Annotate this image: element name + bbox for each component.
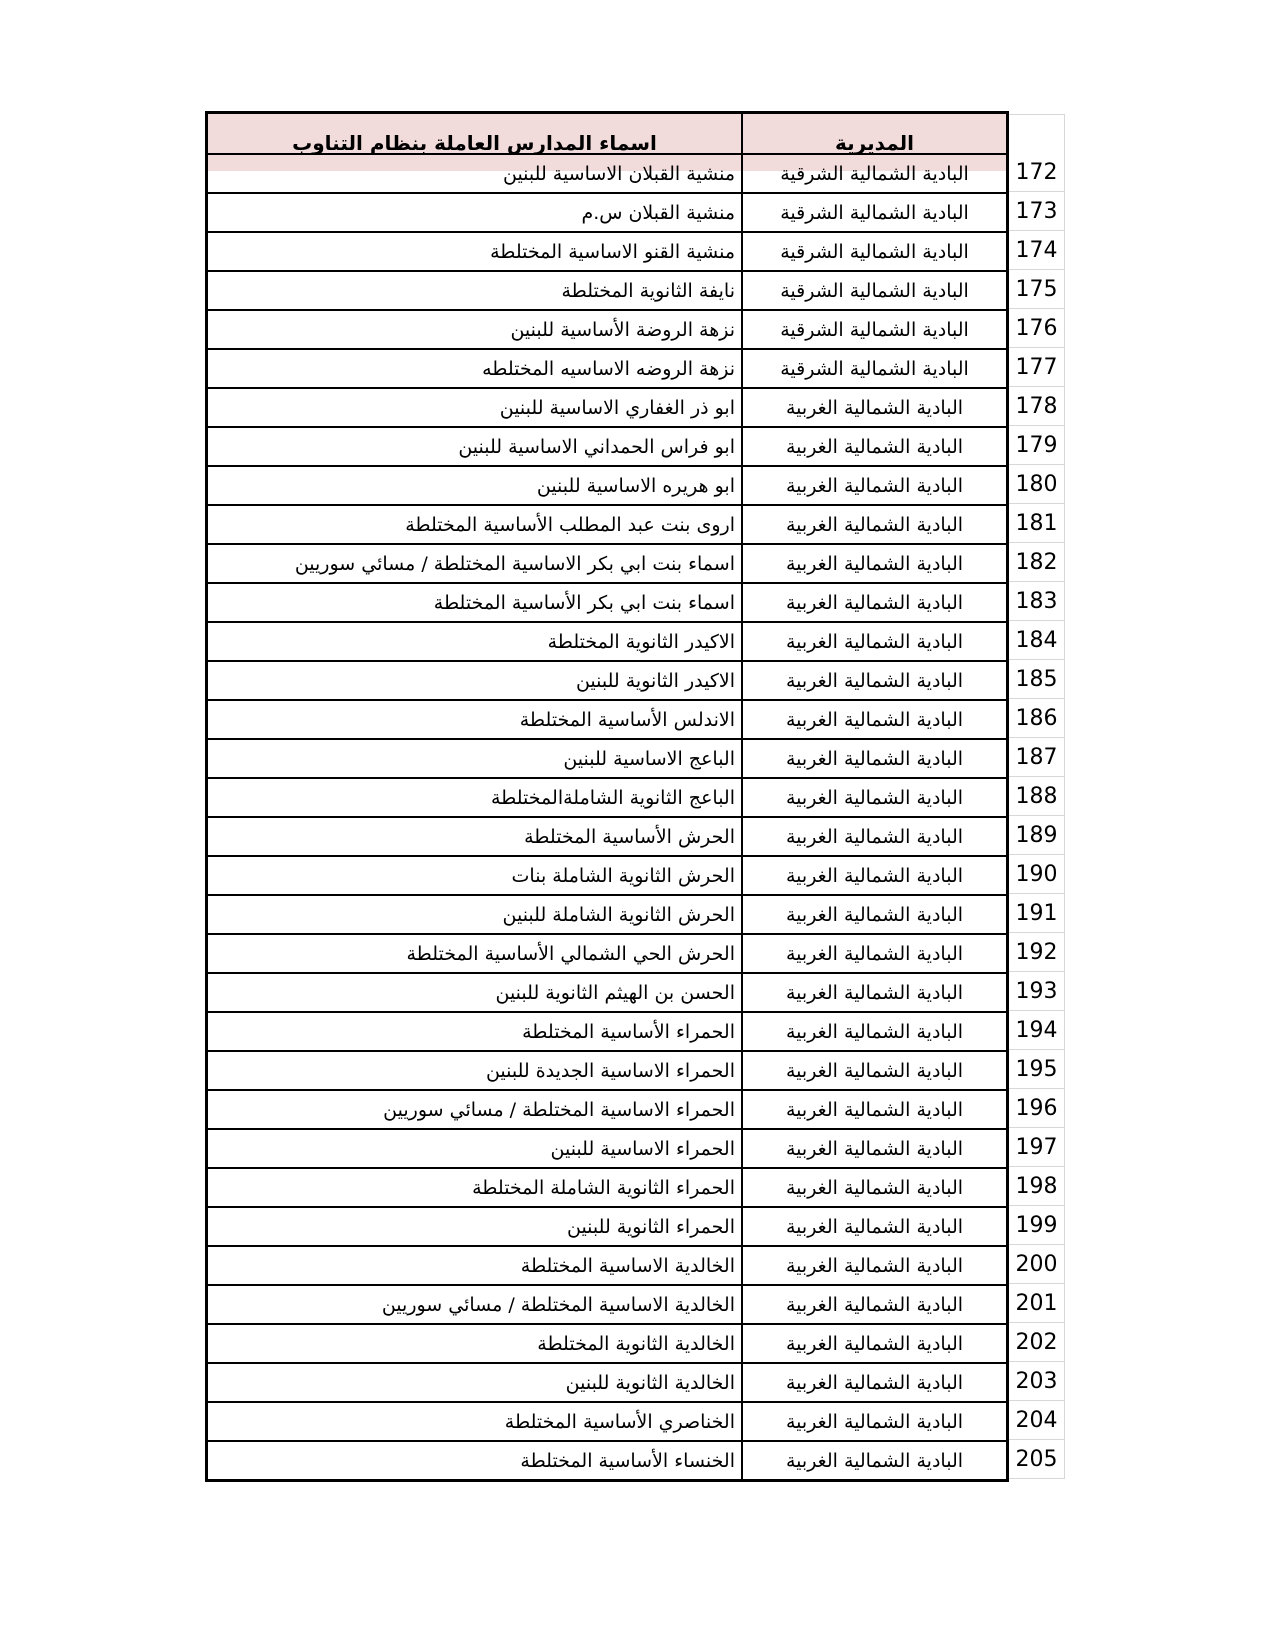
school-cell: الحمراء الثانوية للبنين [208,1206,743,1245]
row-number-cell: 197 [1009,1128,1065,1167]
directorate-cell: البادية الشمالية الغربية [743,1401,1006,1440]
row-number-cell: 189 [1009,816,1065,855]
row-number-cell: 198 [1009,1167,1065,1206]
school-cell: ابو ذر الغفاري الاساسية للبنين [208,387,743,426]
row-number-cell: 180 [1009,465,1065,504]
school-cell: الحمراء الاساسية المختلطة / مسائي سوريين [208,1089,743,1128]
directorate-cell: البادية الشمالية الغربية [743,543,1006,582]
directorate-cell: البادية الشمالية الغربية [743,1089,1006,1128]
row-number-cell: 205 [1009,1440,1065,1479]
directorate-cell: البادية الشمالية الغربية [743,660,1006,699]
school-cell: نزهة الروضة الأساسية للبنين [208,309,743,348]
school-cell: منشية القنو الاساسية المختلطة [208,231,743,270]
directorate-cell: البادية الشمالية الغربية [743,465,1006,504]
row-number-cell: 196 [1009,1089,1065,1128]
row-number-cell: 181 [1009,504,1065,543]
directorate-cell: البادية الشمالية الغربية [743,972,1006,1011]
directorate-column-header: المديرية [743,114,1006,171]
directorate-cell: البادية الشمالية الغربية [743,582,1006,621]
school-cell: نايفة الثانوية المختلطة [208,270,743,309]
directorate-cell: البادية الشمالية الغربية [743,621,1006,660]
row-number-cell: 194 [1009,1011,1065,1050]
school-cell: الحرش الثانوية الشاملة للبنين [208,894,743,933]
school-cell: الخالدية الاساسية المختلطة / مسائي سوريين [208,1284,743,1323]
directorate-cell: البادية الشمالية الغربية [743,504,1006,543]
row-number-cell: 179 [1009,426,1065,465]
directorate-cell: البادية الشمالية الغربية [743,1128,1006,1167]
school-cell: الخنساء الأساسية المختلطة [208,1440,743,1479]
school-cell: الاندلس الأساسية المختلطة [208,699,743,738]
directorate-cell: البادية الشمالية الغربية [743,1167,1006,1206]
school-cell: الحرش الثانوية الشاملة بنات [208,855,743,894]
school-cell: ابو هريره الاساسية للبنين [208,465,743,504]
row-number-cell: 182 [1009,543,1065,582]
directorate-cell: البادية الشمالية الغربية [743,426,1006,465]
row-number-cell: 186 [1009,699,1065,738]
directorate-cell: البادية الشمالية الغربية [743,777,1006,816]
school-cell: الحمراء الاساسية الجديدة للبنين [208,1050,743,1089]
directorate-cell: البادية الشمالية الغربية [743,699,1006,738]
directorate-cell: البادية الشمالية الغربية [743,1011,1006,1050]
directorate-cell: البادية الشمالية الشرقية [743,270,1006,309]
directorate-cell: البادية الشمالية الشرقية [743,192,1006,231]
directorate-cell: البادية الشمالية الغربية [743,1323,1006,1362]
row-number-cell: 174 [1009,231,1065,270]
row-number-cell: 204 [1009,1401,1065,1440]
row-number-cell: 201 [1009,1284,1065,1323]
schools-table-grid [205,111,1009,1482]
row-number-cell: 190 [1009,855,1065,894]
directorate-cell: البادية الشمالية الشرقية [743,309,1006,348]
directorate-cell: البادية الشمالية الغربية [743,1050,1006,1089]
directorate-cell: البادية الشمالية الشرقية [743,348,1006,387]
school-cell: الحرش الحي الشمالي الأساسية المختلطة [208,933,743,972]
row-number-cell: 183 [1009,582,1065,621]
school-cell: نزهة الروضه الاساسيه المختلطه [208,348,743,387]
school-cell: ابو فراس الحمداني الاساسية للبنين [208,426,743,465]
directorate-cell: البادية الشمالية الغربية [743,1206,1006,1245]
row-number-column [1009,114,1065,1479]
schools-column-header: اسماء المدارس العاملة بنظام التناوب [208,114,743,171]
school-cell: الحمراء الأساسية المختلطة [208,1011,743,1050]
row-number-cell: 173 [1009,192,1065,231]
school-cell: الحمراء الثانوية الشاملة المختلطة [208,1167,743,1206]
directorate-cell: البادية الشمالية الغربية [743,1245,1006,1284]
directorate-cell: البادية الشمالية الشرقية [743,153,1006,192]
school-cell: الاكيدر الثانوية للبنين [208,660,743,699]
row-number-cell: 175 [1009,270,1065,309]
school-cell: الخالدية الثانوية المختلطة [208,1323,743,1362]
school-cell: الاكيدر الثانوية المختلطة [208,621,743,660]
row-number-cell: 176 [1009,309,1065,348]
school-cell: الباعج الثانوية الشاملةالمختلطة [208,777,743,816]
directorate-cell: البادية الشمالية الشرقية [743,231,1006,270]
directorate-cell: البادية الشمالية الغربية [743,387,1006,426]
row-number-cell: 178 [1009,387,1065,426]
row-number-cell: 192 [1009,933,1065,972]
row-number-cell: 195 [1009,1050,1065,1089]
directorate-cell: البادية الشمالية الغربية [743,1362,1006,1401]
row-number-cell: 199 [1009,1206,1065,1245]
directorate-cell: البادية الشمالية الغربية [743,855,1006,894]
row-number-cell: 202 [1009,1323,1065,1362]
school-cell: اروى بنت عبد المطلب الأساسية المختلطة [208,504,743,543]
row-number-cell: 187 [1009,738,1065,777]
row-number-cell: 172 [1009,153,1065,192]
school-cell: الخالدية الثانوية للبنين [208,1362,743,1401]
row-number-cell: 184 [1009,621,1065,660]
directorate-cell: البادية الشمالية الغربية [743,894,1006,933]
school-cell: الحسن بن الهيثم الثانوية للبنين [208,972,743,1011]
school-cell: منشية القبلان الاساسية للبنين [208,153,743,192]
row-number-cell: 191 [1009,894,1065,933]
school-cell: الباعج الاساسية للبنين [208,738,743,777]
school-cell: اسماء بنت ابي بكر الاساسية المختلطة / مسائي سوريين [208,543,743,582]
school-cell: اسماء بنت ابي بكر الأساسية المختلطة [208,582,743,621]
row-number-cell: 200 [1009,1245,1065,1284]
directorate-cell: البادية الشمالية الغربية [743,738,1006,777]
school-cell: الخناصري الأساسية المختلطة [208,1401,743,1440]
directorate-cell: البادية الشمالية الغربية [743,1440,1006,1479]
school-cell: الحرش الأساسية المختلطة [208,816,743,855]
row-number-cell: 177 [1009,348,1065,387]
schools-rotation-table [205,111,1065,1482]
row-number-cell: 188 [1009,777,1065,816]
row-number-cell: 203 [1009,1362,1065,1401]
school-cell: منشية القبلان س.م [208,192,743,231]
row-number-cell: 185 [1009,660,1065,699]
school-cell: الحمراء الاساسية للبنين [208,1128,743,1167]
directorate-cell: البادية الشمالية الغربية [743,1284,1006,1323]
directorate-cell: البادية الشمالية الغربية [743,933,1006,972]
directorate-cell: البادية الشمالية الغربية [743,816,1006,855]
row-number-cell: 193 [1009,972,1065,1011]
school-cell: الخالدية الاساسية المختلطة [208,1245,743,1284]
